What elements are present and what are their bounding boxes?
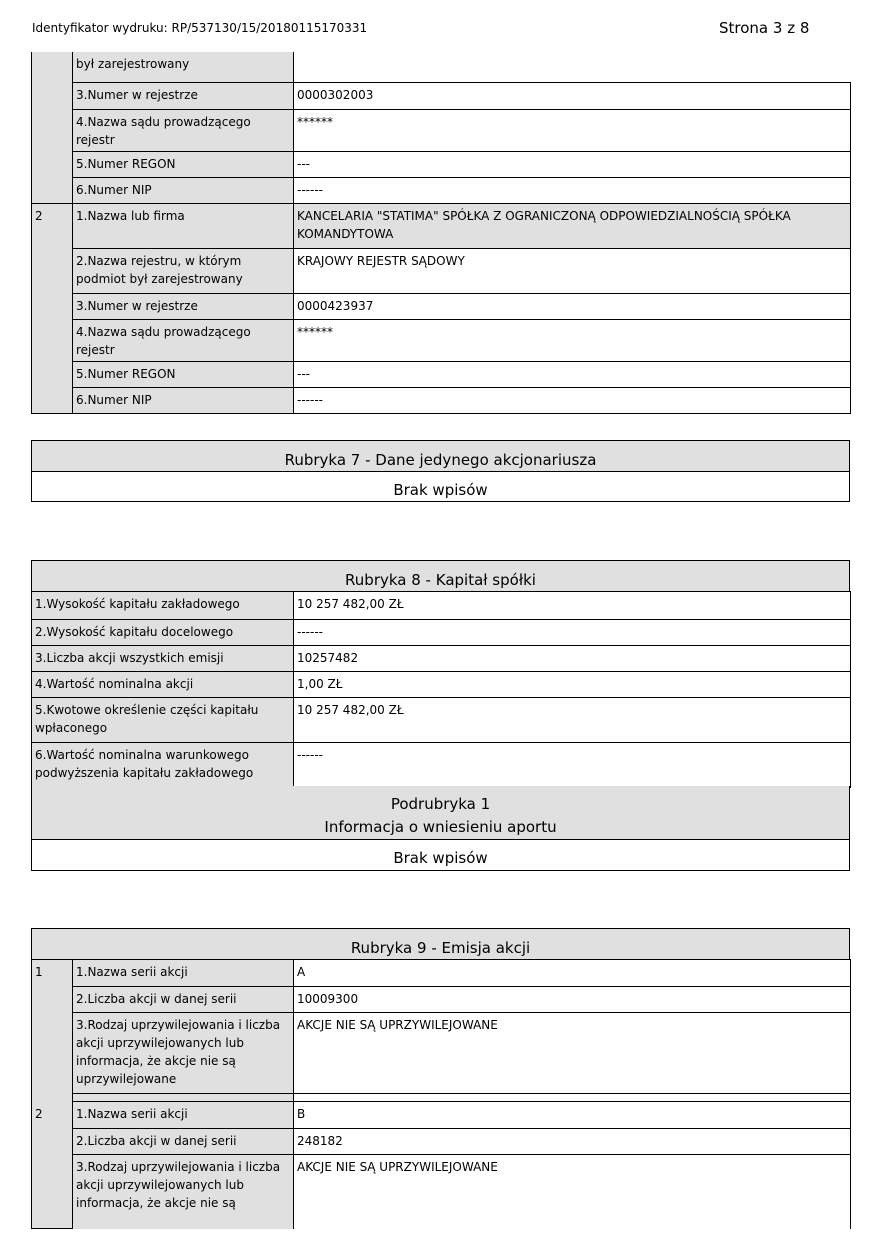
- row-value: 0000423937: [294, 293, 851, 319]
- table-row: [32, 1013, 851, 1094]
- row-label: 4.Nazwa sądu prowadzącego rejestr: [73, 109, 294, 151]
- table-row: [32, 987, 851, 1013]
- entities-table: [31, 52, 851, 414]
- table-row: [32, 109, 851, 151]
- row-label: był zarejestrowany: [73, 52, 294, 82]
- table-row: [32, 293, 851, 319]
- table-row: [32, 646, 851, 672]
- row-value: ------: [294, 177, 851, 203]
- row-value: 10 257 482,00 ZŁ: [294, 698, 851, 743]
- table-row: [32, 203, 851, 248]
- row-value: ------: [294, 620, 851, 646]
- row-label: 3.Rodzaj uprzywilejowania i liczba akcji uprzywilejowanych lub informacja, że akcje nie są uprzywilejowane: [73, 1013, 294, 1094]
- row-value: 10 257 482,00 ZŁ: [294, 592, 851, 620]
- print-identifier: Identyfikator wydruku: RP/537130/15/20180115170331: [32, 21, 368, 35]
- row-label: 6.Wartość nominalna warunkowego podwyższenia kapitału zakładowego: [32, 743, 294, 788]
- table-row: [32, 52, 851, 82]
- subrubryka-empty: Brak wpisów: [31, 840, 850, 871]
- page-number: Strona 3 z 8: [719, 19, 810, 37]
- row-value: KRAJOWY REJESTR SĄDOWY: [294, 248, 851, 293]
- rubryka9-title: Rubryka 9 - Emisja akcji: [31, 928, 850, 960]
- row-label: 2.Nazwa rejestru, w którym podmiot był zarejestrowany: [73, 248, 294, 293]
- table-row: [32, 82, 851, 109]
- row-label: 6.Numer NIP: [73, 177, 294, 203]
- row-label: 1.Nazwa lub firma: [73, 203, 294, 248]
- rubryka7-empty: Brak wpisów: [31, 472, 850, 502]
- row-value: ******: [294, 109, 851, 151]
- row-label: 5.Kwotowe określenie części kapitału wpłaconego: [32, 698, 294, 743]
- row-value: 248182: [294, 1129, 851, 1155]
- capital-table: [31, 591, 851, 788]
- row-value: 0000302003: [294, 82, 851, 109]
- row-value: [294, 52, 851, 82]
- row-label: 2.Liczba akcji w danej serii: [73, 987, 294, 1013]
- subrubryka-title: Podrubryka 1: [390, 795, 491, 813]
- row-value: A: [294, 960, 851, 987]
- row-value: 10009300: [294, 987, 851, 1013]
- row-label: 1.Nazwa serii akcji: [73, 960, 294, 987]
- row-value: ---: [294, 151, 851, 177]
- row-value: ******: [294, 319, 851, 361]
- entity-number-cell: [32, 52, 73, 203]
- row-label: 3.Liczba akcji wszystkich emisji: [32, 646, 294, 672]
- table-row: [32, 177, 851, 203]
- table-row: [32, 1155, 851, 1229]
- row-label: 4.Wartość nominalna akcji: [32, 672, 294, 698]
- table-row: [32, 960, 851, 987]
- table-row: [32, 620, 851, 646]
- row-value: ------: [294, 743, 851, 788]
- row-value: ---: [294, 361, 851, 387]
- row-value: B: [294, 1102, 851, 1129]
- row-value: AKCJE NIE SĄ UPRZYWILEJOWANE: [294, 1013, 851, 1094]
- row-label: 3.Numer w rejestrze: [73, 293, 294, 319]
- table-row: [32, 1102, 851, 1129]
- row-label: 3.Numer w rejestrze: [73, 82, 294, 109]
- row-label: 3.Rodzaj uprzywilejowania i liczba akcji uprzywilejowanych lub informacja, że akcje nie są: [73, 1155, 294, 1229]
- share-series-table-1: [31, 959, 851, 1103]
- table-row: [32, 1129, 851, 1155]
- row-value: 10257482: [294, 646, 851, 672]
- row-label: 4.Nazwa sądu prowadzącego rejestr: [73, 319, 294, 361]
- table-row: [32, 248, 851, 293]
- table-row: [32, 592, 851, 620]
- row-label: 5.Numer REGON: [73, 361, 294, 387]
- row-label: 1.Nazwa serii akcji: [73, 1102, 294, 1129]
- row-value: KANCELARIA "STATIMA" SPÓŁKA Z OGRANICZONĄ ODPOWIEDZIALNOŚCIĄ SPÓŁKA KOMANDYTOWA: [294, 203, 851, 248]
- row-label: 5.Numer REGON: [73, 151, 294, 177]
- row-label: 2.Wysokość kapitału docelowego: [32, 620, 294, 646]
- row-label: 2.Liczba akcji w danej serii: [73, 1129, 294, 1155]
- share-series-table-2: [31, 1101, 851, 1229]
- table-row: [32, 743, 851, 788]
- rubryka8-title: Rubryka 8 - Kapitał spółki: [31, 560, 850, 592]
- row-label: 6.Numer NIP: [73, 387, 294, 413]
- row-value: 1,00 ZŁ: [294, 672, 851, 698]
- subrubryka-subtitle: Informacja o wniesieniu aportu: [324, 818, 557, 836]
- row-label: 1.Wysokość kapitału zakładowego: [32, 592, 294, 620]
- table-row: [32, 319, 851, 361]
- rubryka7-title: Rubryka 7 - Dane jedynego akcjonariusza: [31, 440, 850, 472]
- row-value: ------: [294, 387, 851, 413]
- subrubryka-header: [31, 786, 850, 840]
- series-number: 1: [32, 960, 73, 1103]
- series-number: 2: [32, 1102, 73, 1229]
- table-row: [32, 672, 851, 698]
- table-row: [32, 387, 851, 413]
- table-row: [32, 151, 851, 177]
- table-row: [32, 361, 851, 387]
- table-row: [32, 698, 851, 743]
- row-value: AKCJE NIE SĄ UPRZYWILEJOWANE: [294, 1155, 851, 1229]
- entity-number: 2: [32, 203, 73, 413]
